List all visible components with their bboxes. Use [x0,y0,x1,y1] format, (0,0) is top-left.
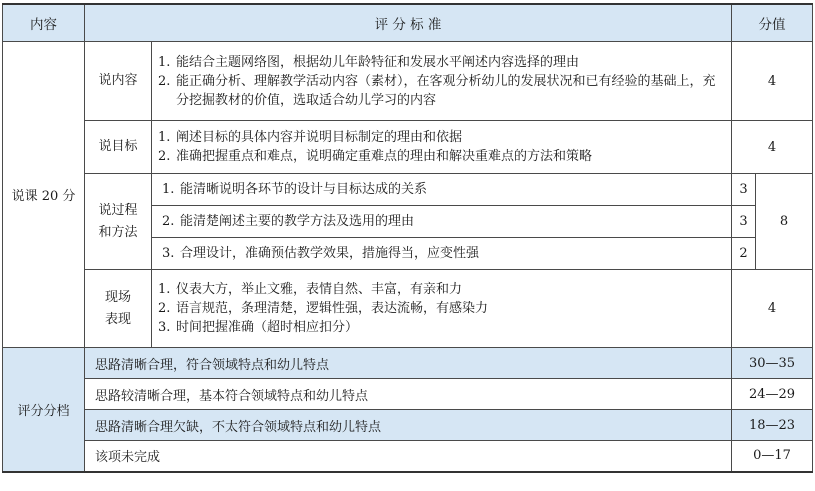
header-content: 内容 [3,4,85,42]
sub-category-performance [85,270,152,348]
section-label-presentation: 说课 20 分 [3,42,85,348]
sub-category-line2: 表现 [104,311,131,327]
criterion-process-2: 2. 能清楚阐述主要的教学方法及选用的理由 [152,206,732,238]
level-description: 思路较清晰合理，基本符合领域特点和幼儿特点 [85,379,732,410]
header-criteria: 评 分 标 准 [85,4,732,42]
criterion-item: 2. 准确把握重点和难点，说明确定重难点的理由和解决重难点的方法和策略 [158,149,593,164]
score-process-3: 2 [732,238,756,270]
section-label-grading: 评分分档 [3,348,85,472]
level-range: 30—35 [732,348,813,379]
sub-category-content: 说内容 [85,42,152,121]
score-performance: 4 [732,270,813,348]
criterion-process-1: 1. 能清晰说明各环节的设计与目标达成的关系 [152,174,732,206]
level-range: 18—23 [732,410,813,441]
sub-category-line1: 现场 [104,289,131,305]
level-description: 该项未完成 [85,441,732,472]
sub-category-process [85,174,152,270]
criteria-content [152,42,732,121]
criteria-performance [152,270,732,348]
level-description: 思路清晰合理欠缺，不太符合领域特点和幼儿特点 [85,410,732,441]
score-goals: 4 [732,121,813,174]
criterion-item: 2. 语言规范，条理清楚，逻辑性强，表达流畅，有感染力 [158,301,489,316]
score-content: 4 [732,42,813,121]
score-process-2: 3 [732,206,756,238]
level-range: 24—29 [732,379,813,410]
sub-category-line1: 说过程 [98,202,138,218]
criterion-item: 3. 时间把握准确（超时相应扣分） [158,320,359,335]
criterion-item: 2. 能正确分析、理解教学活动内容（素材），在客观分析幼儿的发展状况和已有经验的基础上，充分挖掘教材的价值，选取适合幼儿学习的内容 [158,73,716,108]
scoring-rubric-table [2,3,813,473]
criteria-goals [152,121,732,174]
score-process-total: 8 [756,174,813,270]
sub-category-goals: 说目标 [85,121,152,174]
criterion-item: 1. 阐述目标的具体内容并说明目标制定的理由和依据 [158,130,463,145]
level-range: 0—17 [732,441,813,472]
criterion-item: 1. 能结合主题网络图，根据幼儿年龄特征和发展水平阐述内容选择的理由 [158,54,580,70]
sub-category-line2: 和方法 [98,224,138,240]
criterion-item: 1. 仪表大方，举止文雅，表情自然、丰富，有亲和力 [158,282,463,297]
level-description: 思路清晰合理，符合领域特点和幼儿特点 [85,348,732,379]
score-process-1: 3 [732,174,756,206]
header-score: 分值 [732,4,813,42]
criterion-process-3: 3. 合理设计，准确预估教学效果，措施得当，应变性强 [152,238,732,270]
